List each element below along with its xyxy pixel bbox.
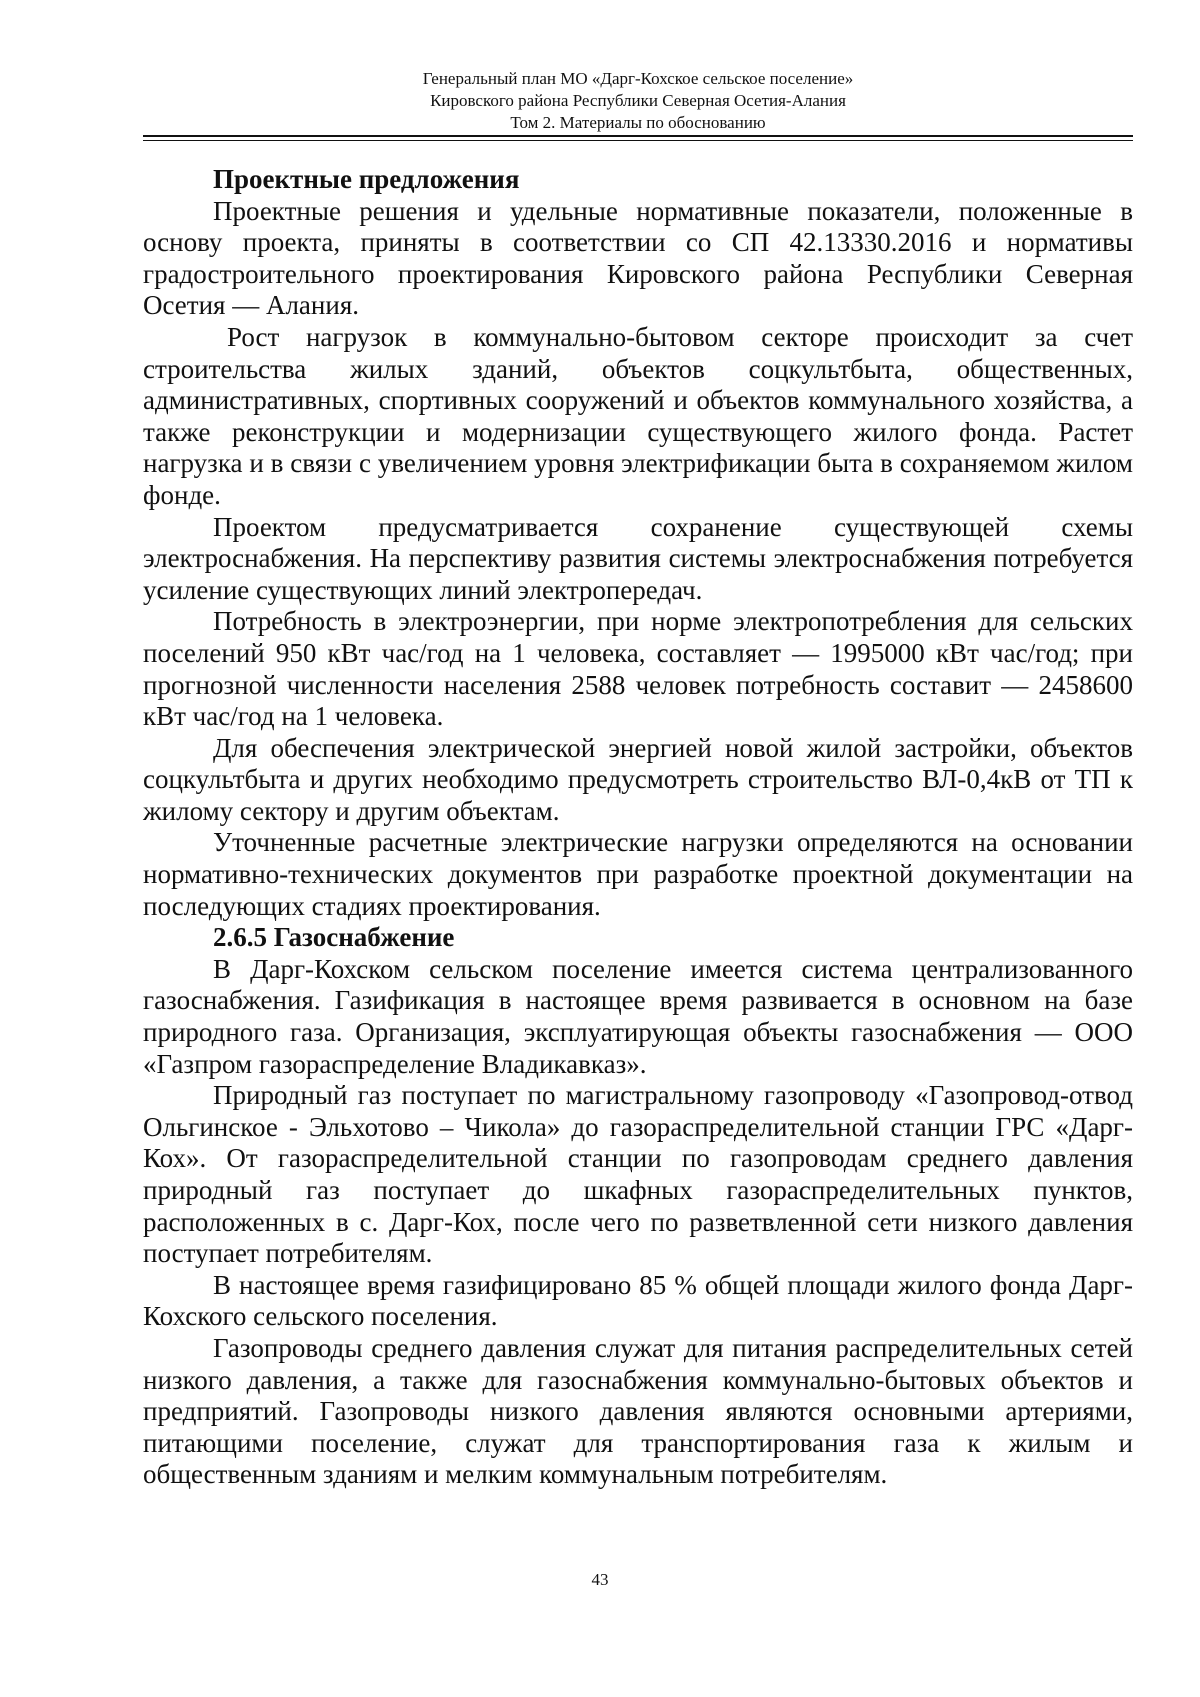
heading-project-proposals: Проектные предложения xyxy=(213,164,520,194)
paragraph: В настоящее время газифицировано 85 % общей площади жилого фонда Дарг-Кохского сельского поселения. xyxy=(143,1269,1133,1332)
paragraph: Газопроводы среднего давления служат для питания распределительных сетей низкого давления, а также для газоснабжения коммунально-бытовых объектов и предприятий. Газопроводы низкого давления являются основными артериями, питающими поселение, служат для транспортирования газа к жилым и общественным зданиям и мелким коммунальным потребителям. xyxy=(143,1332,1133,1490)
heading-gas-supply: 2.6.5 Газоснабжение xyxy=(213,922,455,953)
paragraph: Проектные решения и удельные нормативные показатели, положенные в основу проекта, приняты в соответствии со СП 42.13330.2016 и нормативы градостроительного проектирования Кировского района Республики Северная Осетия — Алания. xyxy=(143,195,1133,321)
paragraph: Потребность в электроэнергии, при норме электропотребления для сельских поселений 950 кВт час/год на 1 человека, составляет — 1995000 кВт час/год; при прогнозной численности населения 2588 человек потребность составит — 2458600 кВт час/год на 1 человека. xyxy=(143,606,1133,732)
header-rule xyxy=(143,135,1133,141)
page-number: 43 xyxy=(591,1570,609,1589)
header-line-1: Генеральный план МО «Дарг-Кохское сельское поселение» xyxy=(422,69,854,88)
header-line-2: Кировского района Республики Северная Осетия-Алания xyxy=(430,91,846,110)
paragraph: Уточненные расчетные электрические нагрузки определяются на основании нормативно-технических документов при разработке проектной документации на последующих стадиях проектирования. xyxy=(143,827,1133,921)
paragraph: Природный газ поступает по магистральному газопроводу «Газопровод-отвод Ольгинское - Эльхотово – Чикола» до газораспределительной станции ГРС «Дарг-Кох». От газораспределительной станции по газопроводам среднего давления природный газ поступает до шкафных газораспределительных пунктов, расположенных в с. Дарг-Кох, после чего по разветвленной сети низкого давления поступает потребителям. xyxy=(143,1080,1133,1269)
paragraph: Для обеспечения электрической энергией новой жилой застройки, объектов соцкультбыта и других необходимо предусмотреть строительство ВЛ-0,4кВ от ТП к жилому сектору и другим объектам. xyxy=(143,732,1133,826)
paragraph: Проектом предусматривается сохранение существующей схемы электроснабжения. На перспективу развития системы электроснабжения потребуется усиление существующих линий электропередач. xyxy=(143,511,1133,605)
running-header xyxy=(143,68,1133,134)
body-text xyxy=(143,164,1133,1491)
paragraph: В Дарг-Кохском сельском поселение имеется система централизованного газоснабжения. Газификация в настоящее время развивается в основном на базе природного газа. Организация, эксплуатирующая объекты газоснабжения — ООО «Газпром газораспределение Владикавказ». xyxy=(143,953,1133,1079)
paragraph: Рост нагрузок в коммунально-бытовом секторе происходит за счет строительства жилых зданий, объектов соцкультбыта, общественных, административных, спортивных сооружений и объектов коммунального хозяйства, а также реконструкции и модернизации существующего жилого фонда. Растет нагрузка и в связи с увеличением уровня электрификации быта в сохраняемом жилом фонде. xyxy=(143,321,1133,510)
header-line-3: Том 2. Материалы по обоснованию xyxy=(510,113,766,132)
